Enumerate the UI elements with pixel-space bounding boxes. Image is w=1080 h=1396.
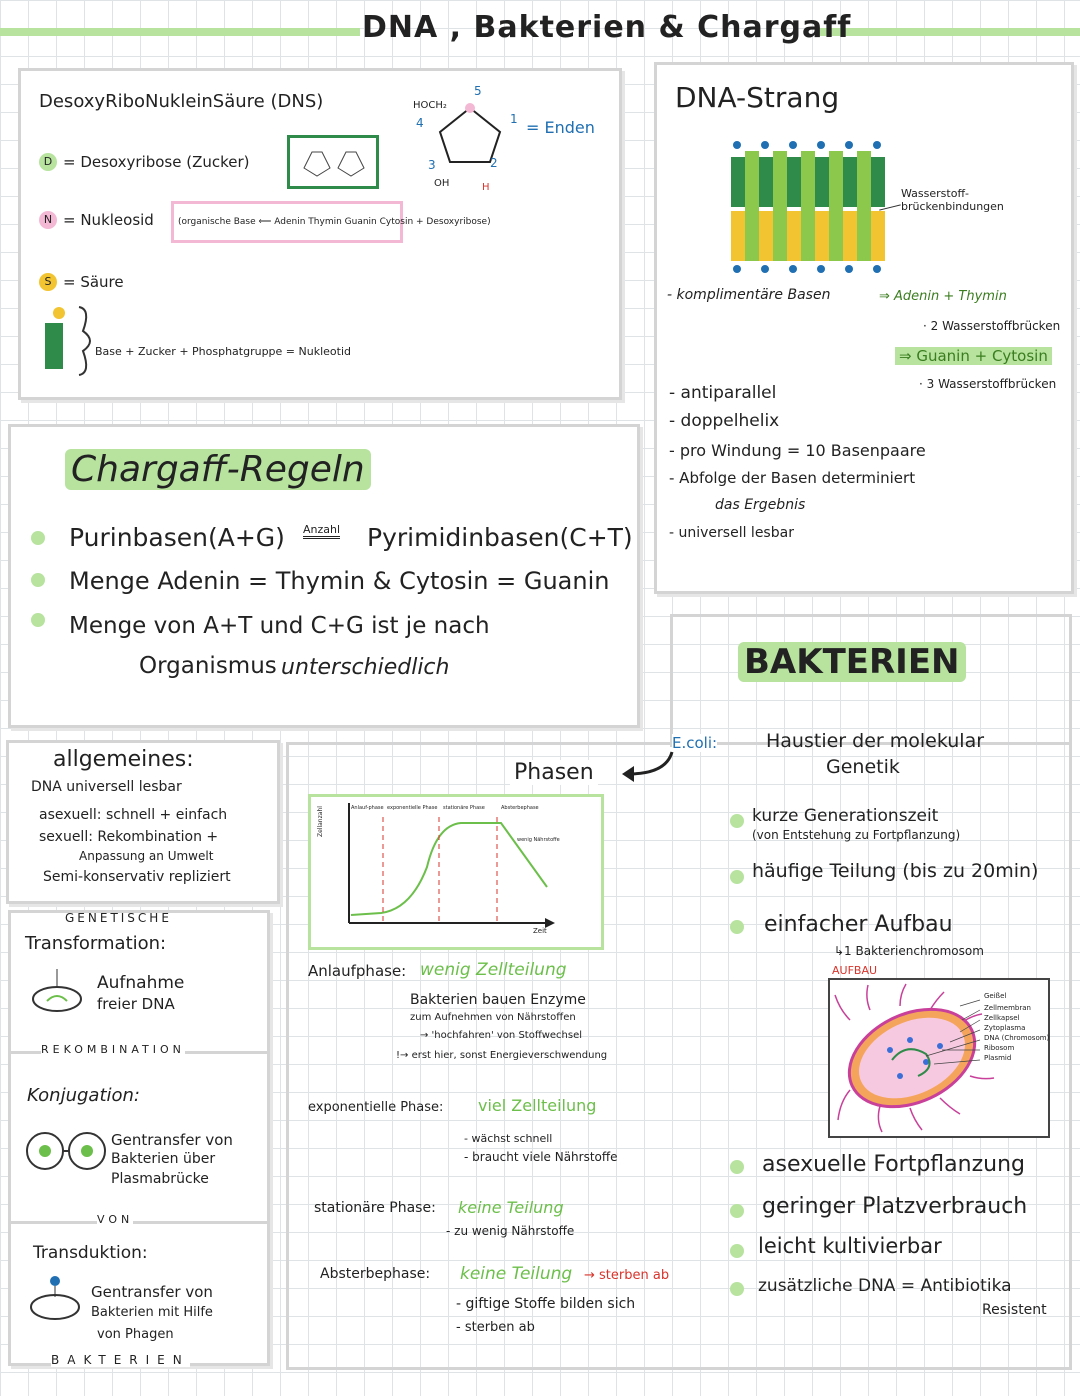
- part-label-3: Zellkapsel: [984, 1014, 1020, 1022]
- stat-green: keine Teilung: [458, 1198, 564, 1217]
- mol-c2: 2: [490, 156, 498, 170]
- anlauf-label: Anlaufphase:: [308, 962, 407, 980]
- konjugation-title: Konjugation:: [27, 1085, 140, 1106]
- chargaff-title: [65, 449, 371, 490]
- graph-x-label: Zeit: [533, 927, 547, 935]
- h-bonds-label: Wasserstoff-brückenbindungen: [901, 187, 1004, 213]
- transduktion-title: Transduktion:: [33, 1243, 148, 1263]
- ecoli-text-1: Haustier der molekular: [766, 730, 985, 752]
- pentose-icon: [290, 138, 376, 186]
- strang-item-1: - antiparallel: [669, 383, 777, 403]
- expo-line-2: - braucht viele Nährstoffe: [464, 1150, 618, 1164]
- mol-c5: 5: [474, 84, 482, 98]
- strang-item-3: - pro Windung = 10 Basenpaare: [669, 441, 926, 460]
- allg-item-2: asexuell: schnell + einfach: [39, 807, 228, 823]
- bullet-3: [31, 613, 45, 627]
- aufbau-label: AUFBAU: [832, 964, 878, 977]
- rule-1mid: Anzahl: [303, 523, 340, 539]
- allg-item-4: Anpassung an Umwelt: [79, 849, 214, 863]
- graph-phase-1: Anlauf-phase: [351, 805, 384, 811]
- bak2-item-3: leicht kultivierbar: [758, 1234, 942, 1258]
- part-label-7: Plasmid: [984, 1054, 1012, 1062]
- bak2-item-4: zusätzliche DNA = Antibiotika: [758, 1276, 1012, 1296]
- bacterium-diagram: [828, 978, 1050, 1138]
- part-label-2: Zellmembran: [984, 1004, 1031, 1012]
- n-text: = Nukleosid: [63, 211, 154, 229]
- bak-bullet-1: [730, 814, 744, 828]
- allg-item-5: Semi-konservativ repliziert: [43, 869, 231, 885]
- mol-c1: 1: [510, 112, 518, 126]
- graph-note: wenig Nährstoffe: [517, 837, 560, 843]
- d-badge-label: D: [43, 155, 53, 168]
- desoxyribose-molecule: [410, 82, 530, 192]
- anlauf-line-3: → 'hochfahren' von Stoffwechsel: [420, 1030, 583, 1041]
- at-pair: ⇒ Adenin + Thymin: [879, 289, 1007, 304]
- n-badge-label: N: [43, 213, 53, 226]
- trans-text-2: freier DNA: [97, 995, 175, 1013]
- mol-h: H: [482, 182, 490, 193]
- nucleotide-formula: Base + Zucker + Phosphatgruppe = Nukleotid: [95, 345, 351, 358]
- strang-item-6: - universell lesbar: [669, 525, 794, 541]
- d-text: = Desoxyribose (Zucker): [63, 153, 250, 171]
- bak2-bullet-3: [730, 1244, 744, 1258]
- title-bar-right: [820, 28, 1080, 36]
- stat-line-1: - zu wenig Nährstoffe: [446, 1224, 575, 1238]
- mol-hoch2: HOCH₂: [413, 100, 447, 111]
- expo-green: viel Zellteilung: [478, 1096, 597, 1115]
- mol-c3: 3: [428, 158, 436, 172]
- bak-item-1: kurze Generationszeit: [752, 806, 939, 826]
- bakterien-footer: BAKTERIEN: [51, 1353, 190, 1367]
- mol-c4: 4: [416, 116, 424, 130]
- anlauf-green: wenig Zellteilung: [420, 960, 567, 980]
- bak-bullet-2: [730, 870, 744, 884]
- n-note: [171, 201, 491, 243]
- rule-1b: Pyrimidinbasen(C+T): [367, 523, 633, 552]
- chargaff-box: [8, 424, 640, 728]
- part-label-5: DNA (Chromosom): [984, 1034, 1050, 1042]
- trans-text-1: Aufnahme: [97, 973, 185, 993]
- graph-phase-4: Absterbephase: [501, 805, 539, 811]
- phasen-title: Phasen: [510, 760, 598, 785]
- abst-line-2: - sterben ab: [456, 1320, 535, 1335]
- part-label-4: Zytoplasma: [984, 1024, 1026, 1032]
- s-text: = Säure: [63, 273, 124, 291]
- allg-item-1: DNA universell lesbar: [31, 779, 182, 795]
- anlauf-line-2: zum Aufnehmen von Nährstoffen: [410, 1012, 576, 1023]
- strang-item-5: das Ergebnis: [715, 497, 806, 513]
- bak-item-1-sub: (von Entstehung zu Fortpflanzung): [752, 828, 961, 842]
- s-badge: [39, 273, 57, 291]
- bak2-bullet-4: [730, 1282, 744, 1296]
- konj-text-1: Gentransfer von: [111, 1131, 233, 1149]
- gc-pair: ⇒ Guanin + Cytosin: [895, 347, 1052, 365]
- growth-graph-frame: [308, 794, 604, 950]
- bak-item-2: häufige Teilung (bis zu 20min): [752, 860, 1039, 882]
- sugar-icon-box: [287, 135, 379, 189]
- at-note: · 2 Wasserstoffbrücken: [923, 319, 1061, 333]
- ecoli-label: E.coli:: [672, 734, 718, 752]
- resistent-label: Resistent: [982, 1302, 1047, 1318]
- n-badge: [39, 211, 57, 229]
- allgemeines-box: [6, 740, 280, 904]
- transduktion-icon: [27, 1273, 83, 1323]
- abst-label: Absterbephase:: [320, 1266, 431, 1282]
- von-line: [11, 1221, 267, 1224]
- rule-3b-b: unterschiedlich: [281, 655, 450, 680]
- konjugation-icon: [25, 1127, 109, 1177]
- abst-line-1: - giftige Stoffe bilden sich: [456, 1296, 636, 1312]
- mol-oh: OH: [434, 178, 450, 189]
- graph-phase-2: exponentielle Phase: [387, 805, 438, 811]
- bak-item-3-sub: ↳1 Bakterienchromosom: [834, 944, 984, 958]
- bak2-bullet-1: [730, 1160, 744, 1174]
- growth-curve-graph: [311, 797, 601, 947]
- graph-y-label: Zellanzahl: [317, 806, 324, 837]
- bullet-1: [31, 531, 45, 545]
- bak-item-3: einfacher Aufbau: [764, 912, 953, 937]
- genetische-box: [8, 910, 270, 1366]
- enden-label: = Enden: [526, 118, 595, 137]
- part-label-1: Geißel: [984, 992, 1007, 1000]
- phasen-arrow-icon: [616, 748, 676, 784]
- abst-red: → sterben ab: [584, 1268, 670, 1283]
- bak-bullet-3: [730, 920, 744, 934]
- compl-label: - komplimentäre Basen: [667, 287, 831, 303]
- rekomb-label: REKOMBINATION: [41, 1043, 185, 1056]
- title-bar-left: [0, 28, 360, 36]
- bakterien-title: [738, 642, 966, 682]
- strang-item-2: - doppelhelix: [669, 411, 780, 431]
- bak2-item-1: asexuelle Fortpflanzung: [762, 1152, 1025, 1177]
- graph-phase-3: stationäre Phase: [443, 805, 485, 811]
- transformation-title: Transformation:: [25, 933, 167, 954]
- ecoli-text-2: Genetik: [826, 756, 900, 778]
- von-label: VON: [97, 1213, 134, 1226]
- konj-text-2: Bakterien über: [111, 1151, 216, 1167]
- bak2-bullet-2: [730, 1204, 744, 1218]
- page-title: DNA , Bakterien & Chargaff: [362, 10, 852, 45]
- konj-text-3: Plasmabrücke: [111, 1171, 209, 1187]
- transd-text-2: Bakterien mit Hilfe: [91, 1305, 213, 1320]
- rule-3b-a: Organismus: [139, 653, 277, 679]
- expo-line-1: - wächst schnell: [464, 1132, 553, 1145]
- rule-1a: Purinbasen(A+G): [69, 523, 285, 552]
- rule-3a: Menge von A+T und C+G ist je nach: [69, 613, 490, 639]
- nucleotide-icon: [39, 301, 99, 381]
- dns-heading: DesoxyRiboNukleinSäure (DNS): [39, 91, 324, 112]
- strang-title: DNA-Strang: [675, 81, 840, 114]
- part-label-6: Ribosom: [984, 1044, 1015, 1052]
- transd-text-3: von Phagen: [97, 1327, 174, 1342]
- n-note-text: (organische Base ⟸ Adenin Thymin Guanin Cytosin + Desoxyribose): [178, 217, 491, 227]
- transformation-icon: [27, 967, 87, 1017]
- expo-label: exponentielle Phase:: [308, 1100, 444, 1115]
- d-badge: [39, 153, 57, 171]
- allg-item-3: sexuell: Rekombination +: [39, 829, 219, 845]
- abst-green: keine Teilung: [460, 1264, 573, 1284]
- allgemeines-title: allgemeines:: [53, 747, 194, 772]
- bak2-item-2: geringer Platzverbrauch: [762, 1194, 1028, 1219]
- transd-text-1: Gentransfer von: [91, 1283, 213, 1301]
- chargaff-title-text: Chargaff-Regeln: [65, 449, 371, 490]
- stat-label: stationäre Phase:: [314, 1200, 436, 1216]
- dna-ladder-illustration: [727, 137, 907, 277]
- anlauf-line-4: !→ erst hier, sonst Energieverschwendung: [396, 1050, 608, 1061]
- bullet-2: [31, 573, 45, 587]
- gc-note: · 3 Wasserstoffbrücken: [919, 377, 1057, 391]
- anlauf-line-1: Bakterien bauen Enzyme: [410, 992, 586, 1008]
- strang-item-4: - Abfolge der Basen determiniert: [669, 469, 916, 487]
- rule-2: Menge Adenin = Thymin & Cytosin = Guanin: [69, 567, 610, 595]
- dna-strang-box: [654, 62, 1074, 594]
- bakterien-title-text: BAKTERIEN: [738, 642, 966, 682]
- genetische-header: GENETISCHE: [65, 911, 172, 925]
- s-badge-label: S: [44, 275, 52, 288]
